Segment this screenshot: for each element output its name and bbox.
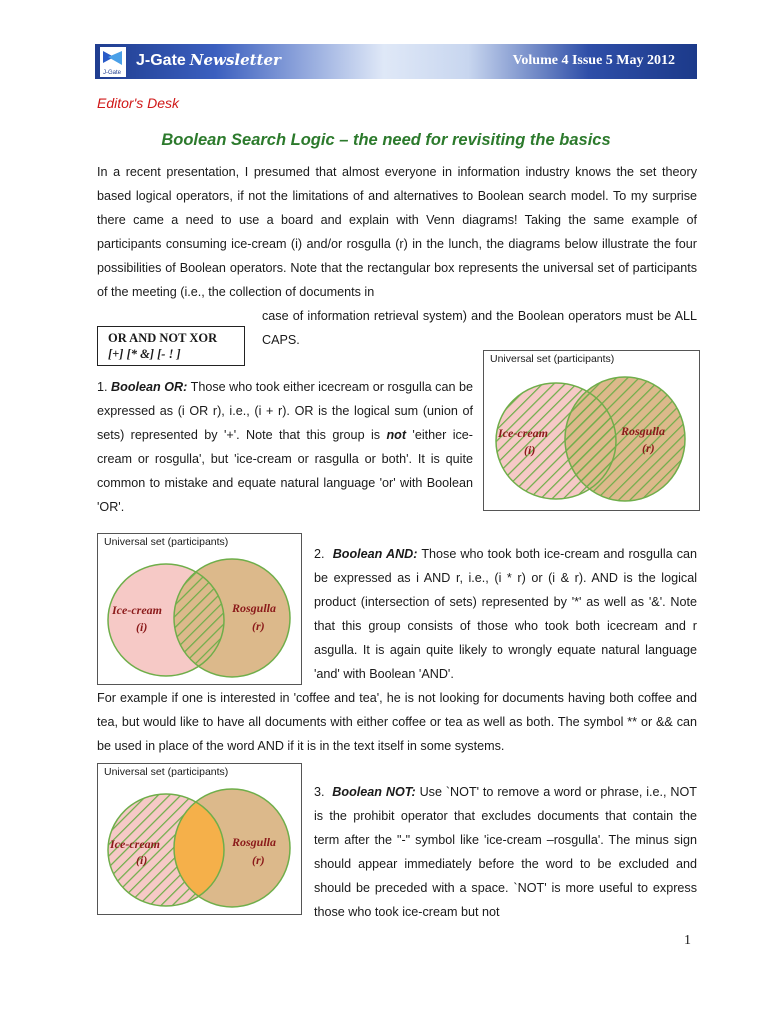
not-title: Boolean NOT: — [332, 785, 416, 799]
and-text-a: Those who took both ice-cream and rosgulla can be expressed as i AND r, i.e., (i * r) or (i & r). AND is the logical product (intersection of sets) represented by '*' as well as '&'. Note that this group consists of those who took both icecream and r asgulla. It is again quite likely to wrongly equate natural language 'and' with Boolean 'AND'. — [314, 547, 698, 681]
and-number: 2. — [314, 547, 325, 561]
newsletter-banner — [95, 44, 697, 79]
or-text-a: Those who took either icecream or rosgulla can be expressed as (i OR r), i.e., (i + r). OR is the logical sum (union of sets) represented by '+'. Note that this group is — [97, 380, 473, 442]
article-headline: Boolean Search Logic – the need for revisiting the basics — [161, 131, 611, 149]
and-title: Boolean AND: — [332, 547, 418, 561]
svg-text:Rosgulla: Rosgulla — [232, 835, 277, 849]
svg-text:Ice-cream: Ice-cream — [112, 603, 162, 617]
j-gate-logo-icon — [100, 47, 126, 77]
svg-text:Ice-cream: Ice-cream — [110, 837, 160, 851]
boolean-or-paragraph — [97, 375, 473, 519]
venn-title: Universal set (participants) — [104, 766, 229, 778]
venn-diagram-or — [483, 350, 700, 511]
not-number: 3. — [314, 785, 325, 799]
venn-title: Universal set (participants) — [104, 536, 229, 548]
intro-continuation: case of information retrieval system) and the Boolean operators must be ALL CAPS. — [262, 309, 697, 347]
brand-script: Newsletter — [189, 51, 281, 69]
svg-text:Rosgulla: Rosgulla — [232, 601, 277, 615]
operators-symbols: [+] [* &] [- ! ] — [108, 347, 181, 361]
or-text-b: 'either ice-cream or rosgulla', but 'ice-cream or rasgulla or both'. It is quite common to mistake and equate natural language 'or' with Boolean 'OR'. — [97, 428, 473, 514]
section-label: Editor's Desk — [97, 95, 180, 111]
svg-text:(i): (i) — [136, 620, 148, 634]
svg-text:(i): (i) — [136, 853, 148, 867]
svg-text:(r): (r) — [252, 619, 265, 633]
boolean-not-paragraph — [314, 780, 697, 924]
newsletter-title — [136, 51, 281, 70]
boolean-and-paragraph — [314, 542, 697, 686]
not-text-a: Use `NOT' to remove a word or phrase, i.e., NOT is the prohibit operator that excludes documents that contain the term after the "-" symbol like 'ice-cream –rosgulla'. The minus sign should appear immediately before the word to be excluded and should be preceded with a space. `NOT' is more useful to express those who took ice-cream but not — [314, 785, 697, 919]
svg-text:(i): (i) — [524, 443, 536, 457]
svg-text:Rosgulla: Rosgulla — [621, 424, 666, 438]
venn-title: Universal set (participants) — [490, 353, 615, 365]
issue-info: Volume 4 Issue 5 May 2012 — [512, 53, 675, 68]
svg-text:Ice-cream: Ice-cream — [498, 426, 548, 440]
svg-text:(r): (r) — [252, 853, 265, 867]
operators-names: OR AND NOT XOR — [108, 331, 218, 345]
or-emphasis: not — [386, 428, 407, 442]
brand-name: J-Gate — [136, 52, 186, 69]
svg-text:(r): (r) — [642, 441, 655, 455]
or-number: 1. — [97, 380, 108, 394]
or-title: Boolean OR: — [111, 380, 188, 394]
page-number: 1 — [684, 933, 691, 948]
venn-diagram-and — [97, 533, 302, 685]
and-paragraph-continuation: For example if one is interested in 'coffee and tea', he is not looking for documents having both coffee and tea, but would like to have all documents with either coffee or tea as well as both. The symbol ** or && can be used in place of the word AND if it is in the text itself in some systems. — [97, 691, 697, 753]
svg-text:J-Gate: J-Gate — [103, 70, 122, 76]
intro-paragraph: In a recent presentation, I presumed that almost everyone in information industry knows the set theory based logical operators, if not the limitations of and alternatives to Boolean search model. To my surprise there came a need to use a board and explain with Venn diagrams! Taking the same example of participants consuming ice-cream (i) and/or rosgulla (r) in the lunch, the diagrams below illustrate the four possibilities of Boolean operators. Note that the rectangular box represents the universal set of participants of the meeting (i.e., the collection of documents in — [97, 165, 697, 299]
operators-box — [97, 326, 245, 366]
venn-diagram-not — [97, 763, 302, 915]
